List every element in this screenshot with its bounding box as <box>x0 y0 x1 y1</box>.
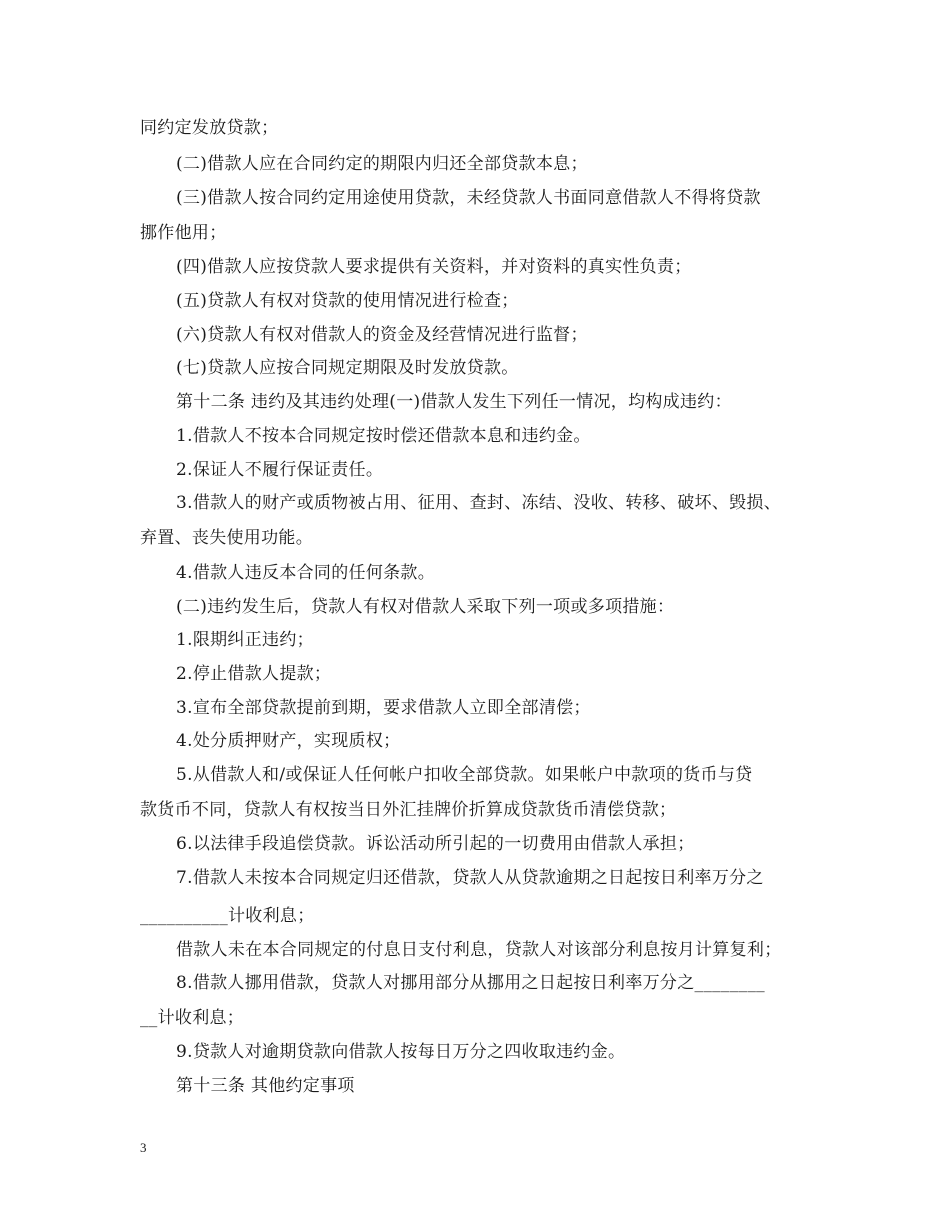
text-line: (二)违约发生后，贷款人有权对借款人采取下列一项或多项措施： <box>176 597 675 617</box>
text-line: 4.处分质押财产，实现质权； <box>176 731 401 751</box>
text-line: 5.从借款人和/或保证人任何帐户扣收全部贷款。如果帐户中款项的货币与贷 <box>176 765 753 785</box>
text-line: 弃置、丧失使用功能。 <box>140 528 313 548</box>
text-line: 7.借款人未按本合同规定归还借款，贷款人从贷款逾期之日起按日利率万分之 <box>176 868 764 888</box>
text-line: __计收利息； <box>140 1008 245 1028</box>
text-line: 6.以法律手段追偿贷款。诉讼活动所引起的一切费用由借款人承担； <box>176 834 695 854</box>
text-line: 9.贷款人对逾期贷款向借款人按每日万分之四收取违约金。 <box>176 1042 626 1062</box>
text-line: 8.借款人挪用借款，贷款人对挪用部分从挪用之日起按日利率万分之________ <box>176 973 765 993</box>
text-line: (四)借款人应按贷款人要求提供有关资料，并对资料的真实性负责； <box>176 257 692 277</box>
text-line: 2.停止借款人提款； <box>176 664 332 684</box>
text-line: (六)贷款人有权对借款人的资金及经营情况进行监督； <box>176 325 588 345</box>
page-number: 3 <box>140 1140 147 1155</box>
text-line: 4.借款人违反本合同的任何条款。 <box>176 563 436 583</box>
text-line: 3.宣布全部贷款提前到期，要求借款人立即全部清偿； <box>176 698 591 718</box>
text-line: 款货币不同，贷款人有权按当日外汇挂牌价折算成贷款货币清偿贷款； <box>140 800 677 820</box>
text-line: (二)借款人应在合同约定的期限内归还全部贷款本息； <box>176 154 588 174</box>
text-line: 同约定发放贷款； <box>140 118 279 138</box>
text-line: 3.借款人的财产或质物被占用、征用、查封、冻结、没收、转移、破坏、毁损、 <box>176 493 782 513</box>
text-line: 借款人未在本合同规定的付息日支付利息，贷款人对该部分利息按月计算复利； <box>176 940 782 960</box>
text-line: 挪作他用； <box>140 223 227 243</box>
text-line: 1.限期纠正违约； <box>176 630 314 650</box>
text-line: (五)贷款人有权对贷款的使用情况进行检查； <box>176 291 519 311</box>
text-line: 1.借款人不按本合同规定按时偿还借款本息和违约金。 <box>176 426 591 446</box>
text-line: (七)贷款人应按合同规定期限及时发放贷款。 <box>176 358 519 378</box>
section-heading: 第十二条 违约及其违约处理(一)借款人发生下列任一情况，均构成违约： <box>176 392 732 412</box>
section-heading: 第十三条 其他约定事项 <box>176 1076 355 1096</box>
text-line: (三)借款人按合同约定用途使用贷款，未经贷款人书面同意借款人不得将贷款 <box>176 188 761 208</box>
text-line: 2.保证人不履行保证责任。 <box>176 460 384 480</box>
text-line: __________计收利息； <box>140 906 315 926</box>
